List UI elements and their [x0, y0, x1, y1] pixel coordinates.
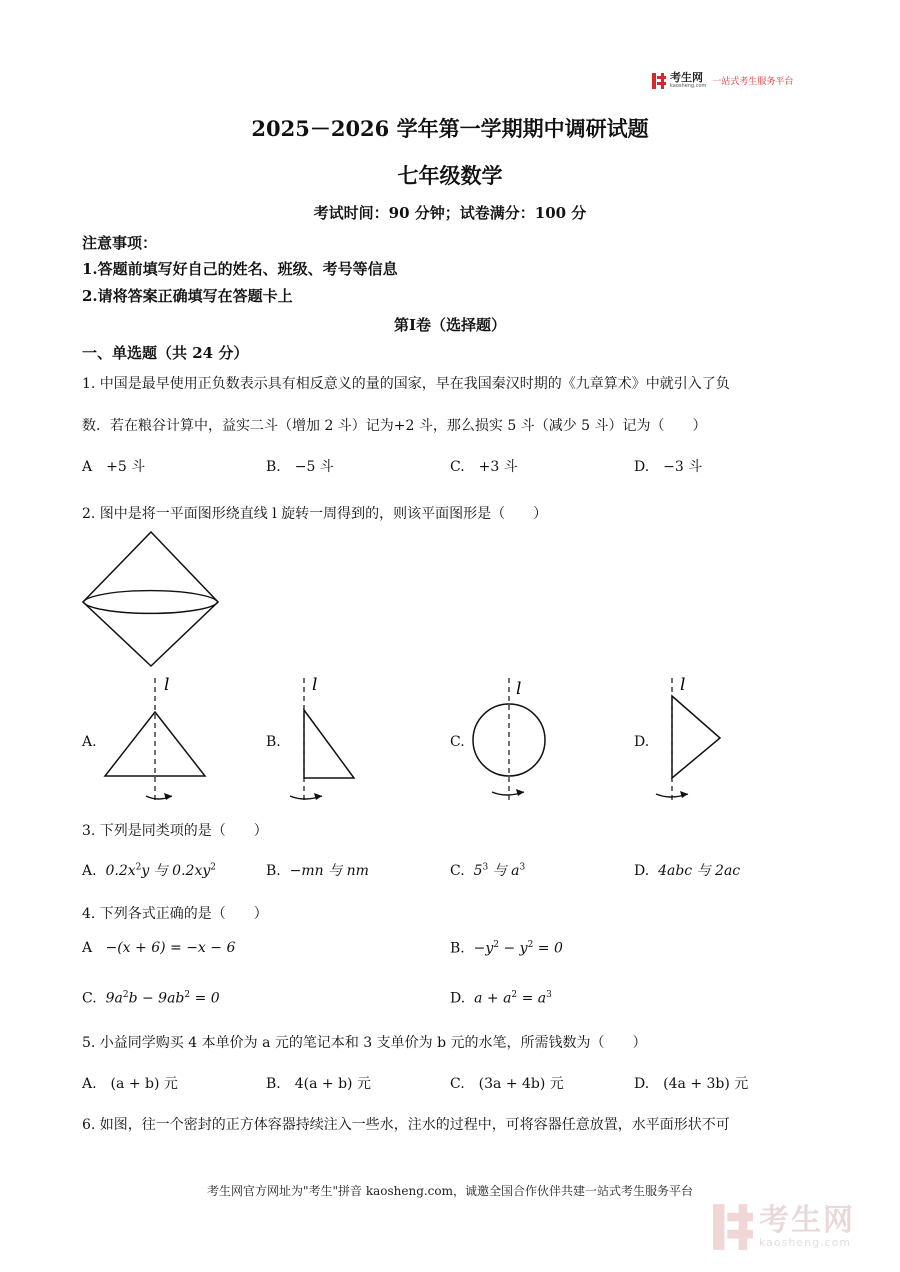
q2-b-axis-label: l [312, 675, 318, 695]
watermark-domain: kaosheng.com [759, 1235, 852, 1249]
q4-option-c: C. $9a^2b - 9ab^2 = 0$ [82, 990, 220, 1007]
q3-option-c: C. $5^3$ 与 $a^3$ [450, 862, 526, 879]
q3-text: 3. 下列是同类项的是（ ） [82, 823, 268, 839]
q5-option-d: D. (4a + 3b) 元 [634, 1076, 749, 1092]
q2-option-b-figure [282, 672, 372, 812]
q3-option-b: B. −mn 与 nm [266, 863, 369, 879]
exam-info: 考试时间：90 分钟；试卷满分：100 分 [313, 204, 587, 222]
q2-option-c-figure [466, 672, 556, 812]
q1-option-c: C. +3 斗 [450, 459, 518, 475]
q1-line-1: 1. 中国是最早使用正负数表示具有相反意义的量的国家，早在我国秦汉时期的《九章算术》中就引入了负 [82, 376, 730, 392]
q5-option-c: C. (3a + 4b) 元 [450, 1076, 564, 1092]
q1-line-2: 数．若在粮谷计算中，益实二斗（增加 2 斗）记为+2 斗，那么损实 5 斗（减少 5 斗）记为（ ） [82, 418, 707, 434]
q2-text: 2. 图中是将一平面图形绕直线 l 旋转一周得到的，则该平面图形是（ ） [82, 506, 548, 522]
kaosheng-logo-icon [652, 73, 666, 89]
brand-name: 考生网 [670, 71, 703, 84]
q2-option-d-label: D. [634, 734, 650, 750]
watermark-text: 考生网 [759, 1202, 855, 1238]
q2-option-d-figure [650, 672, 740, 812]
watermark [713, 1203, 855, 1251]
q1-option-a: A +5 斗 [82, 459, 146, 475]
q2-c-axis-label: l [516, 679, 522, 699]
q3-option-d: D. 4abc 与 2ac [634, 863, 741, 879]
q6-text: 6. 如图，往一个密封的正方体容器持续注入一些水，注水的过程中，可将容器任意放置，水平面形状不可 [82, 1117, 730, 1133]
q4-text: 4. 下列各式正确的是（ ） [82, 906, 268, 922]
page-footer: 考生网官方网址为"考生"拼音 kaosheng.com，诚邀全国合作伙伴共建一站式考生服务平台 [206, 1184, 694, 1198]
exam-subtitle: 七年级数学 [397, 163, 503, 188]
brand-slogan: 一站式考生服务平台 [712, 77, 794, 87]
double-cone-figure [78, 528, 224, 670]
part-title: 第Ⅰ卷（选择题） [393, 316, 507, 334]
q4-option-d: D. $a + a^2 = a^3$ [450, 990, 552, 1007]
notes-heading: 注意事项： [82, 234, 158, 252]
brand-logo [652, 72, 793, 89]
q1-option-d: D. −3 斗 [634, 459, 703, 475]
section-title: 一、单选题（共 24 分） [82, 344, 249, 362]
q5-option-a: A. (a + b) 元 [82, 1076, 178, 1092]
q2-option-b-label: B. [266, 734, 281, 750]
brand-domain: kaosheng.com [670, 83, 707, 89]
exam-title: 2025－2026 学年第一学期期中调研试题 [251, 116, 649, 141]
q2-d-axis-label: l [680, 675, 686, 695]
q3-option-a: A. $0.2x^2y$ 与 $0.2xy^2$ [82, 862, 216, 879]
q1-option-b: B. −5 斗 [266, 459, 334, 475]
q2-a-axis-label: l [164, 675, 170, 695]
note-item-2: 2.请将答案正确填写在答题卡上 [82, 287, 293, 305]
q4-option-a: A −(x + 6) = −x − 6 [82, 940, 236, 956]
q5-option-b: B. 4(a + b) 元 [266, 1076, 371, 1092]
note-item-1: 1.答题前填写好自己的姓名、班级、考号等信息 [82, 260, 398, 278]
watermark-logo-icon [713, 1203, 753, 1251]
q2-option-c-label: C. [450, 734, 465, 750]
q2-option-a-figure [100, 672, 210, 812]
q4-option-b: B. $-y^2 - y^2 = 0$ [450, 940, 563, 957]
q5-text: 5. 小益同学购买 4 本单价为 a 元的笔记本和 3 支单价为 b 元的水笔，所需钱数为（ ） [82, 1035, 647, 1051]
q2-option-a-label: A. [82, 734, 97, 750]
